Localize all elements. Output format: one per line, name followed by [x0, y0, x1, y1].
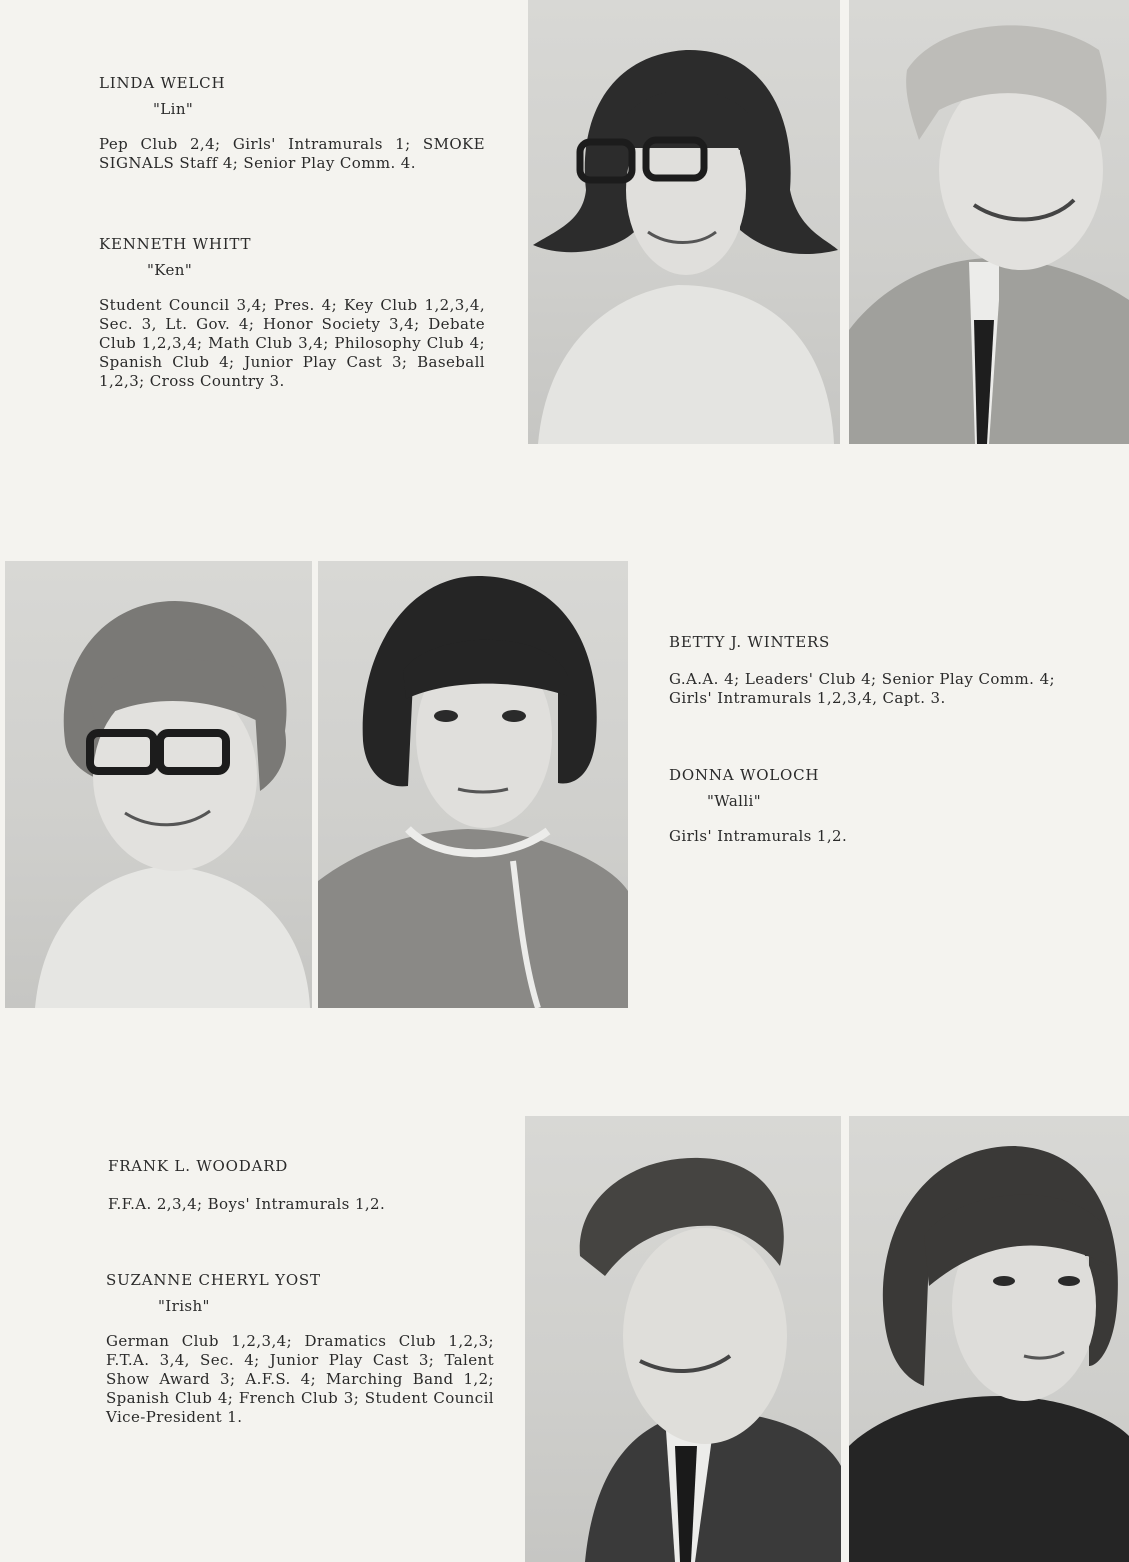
- student-entry-frank-woodard: [108, 1157, 494, 1214]
- portrait-kenneth-whitt-drawing: [849, 0, 1129, 444]
- portrait-suzanne-yost-drawing: [849, 1116, 1129, 1562]
- student-name: BETTY J. WINTERS: [669, 633, 831, 651]
- student-name: FRANK L. WOODARD: [108, 1157, 289, 1175]
- student-nickname: "Walli": [707, 792, 762, 810]
- portrait-suzanne-yost: [849, 1116, 1129, 1562]
- student-nickname: "Lin": [153, 100, 194, 118]
- student-name: LINDA WELCH: [99, 74, 226, 92]
- student-nickname: "Irish": [158, 1297, 210, 1315]
- student-entry-donna-woloch: [669, 766, 1055, 846]
- student-name: KENNETH WHITT: [99, 235, 252, 253]
- portrait-linda-welch-drawing: [528, 0, 840, 444]
- student-entry-linda-welch: [99, 74, 485, 173]
- student-name: DONNA WOLOCH: [669, 766, 820, 784]
- student-entry-suzanne-yost: [106, 1271, 494, 1427]
- portrait-kenneth-whitt: [849, 0, 1129, 444]
- student-nickname: "Ken": [147, 261, 193, 279]
- portrait-betty-winters: [5, 561, 312, 1008]
- student-entry-betty-winters: [669, 633, 1055, 708]
- student-activities: Student Council 3,4; Pres. 4; Key Club 1,2,3,4, Sec. 3, Lt. Gov. 4; Honor Society 3,4; Debate Club 1,2,3,4; Math Club 3,4; Philosophy Club 4; Spanish Club 4; Junior Play Cast 3; Baseball 1,2,3; Cross Country 3.: [99, 296, 485, 390]
- portrait-frank-woodard: [525, 1116, 841, 1562]
- portrait-donna-woloch-drawing: [318, 561, 628, 1008]
- portrait-betty-winters-drawing: [5, 561, 312, 1008]
- student-activities: Pep Club 2,4; Girls' Intramurals 1; SMOKE SIGNALS Staff 4; Senior Play Comm. 4.: [99, 135, 485, 172]
- student-activities: F.F.A. 2,3,4; Boys' Intramurals 1,2.: [108, 1195, 386, 1213]
- student-activities: Girls' Intramurals 1,2.: [669, 827, 848, 845]
- portrait-linda-welch: [528, 0, 840, 444]
- portrait-frank-woodard-drawing: [525, 1116, 841, 1562]
- student-name: SUZANNE CHERYL YOST: [106, 1271, 321, 1289]
- student-activities: German Club 1,2,3,4; Dramatics Club 1,2,3; F.T.A. 3,4, Sec. 4; Junior Play Cast 3; Talent Show Award 3; A.F.S. 4; Marching Band 1,2; Spanish Club 4; French Club 3; Student Council Vice-President 1.: [106, 1332, 494, 1426]
- student-activities: G.A.A. 4; Leaders' Club 4; Senior Play Comm. 4; Girls' Intramurals 1,2,3,4, Capt. 3.: [669, 670, 1055, 707]
- student-entry-kenneth-whitt: [99, 235, 485, 391]
- portrait-donna-woloch: [318, 561, 628, 1008]
